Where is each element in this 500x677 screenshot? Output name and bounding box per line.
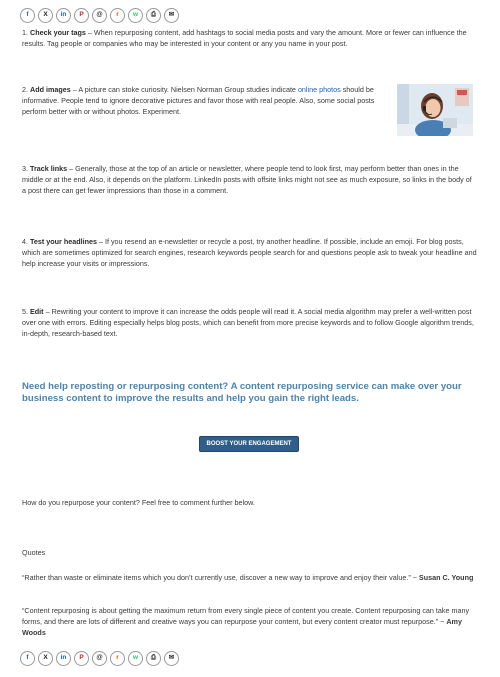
facebook-icon[interactable]: f	[20, 8, 35, 23]
reddit-icon[interactable]: r	[110, 8, 125, 23]
online-photos-link[interactable]: online photos	[297, 85, 341, 94]
threads-icon[interactable]: @	[92, 651, 107, 666]
x-icon[interactable]: X	[38, 8, 53, 23]
quote-young	[22, 572, 477, 583]
print-icon[interactable]: ⎙	[146, 8, 161, 23]
section-title: Check your tags	[30, 28, 86, 37]
section-body: – Rewriting your content to improve it can increase the odds people will read it. A social media algorithm may prefer a well-written post over one with errors. Editing especially helps blog posts, which can benefit from more precise keywords and to follow Google algorithm trends, in-depth, research-based text.	[22, 307, 474, 338]
quote-author: Amy Woods	[22, 617, 462, 637]
section-number: 2.	[22, 85, 28, 94]
section-test-headlines	[22, 236, 477, 269]
comment-prompt: How do you repurpose your content? Feel free to comment further below.	[22, 498, 255, 507]
quote-woods	[22, 605, 477, 638]
section-edit	[22, 306, 477, 339]
quotes-heading: Quotes	[22, 548, 46, 557]
section-body: – When repurposing content, add hashtags to social media posts and vary the amount. More or fewer can influence the results. Tag people or companies who may be interested in your content or any you name in your post.	[22, 28, 467, 48]
section-body: – Generally, those at the top of an article or newsletter, where people tend to look first, may perform better than ones in the middle or at the end. Also, it depends on the platform. LinkedIn posts with offsite links might not see as much exposure, so links in the body of a post there can get fewer impressions than those in a comment.	[22, 164, 472, 195]
section-number: 1.	[22, 28, 28, 37]
section-body: – If you resend an e-newsletter or recycle a post, try another headline. If possible, include an emoji. For blog posts, which are sometimes optimized for search engines, research keywords people search for and questions people ask to tweak your headline and help increase your visits or impressions.	[22, 237, 477, 268]
cta-heading: Need help reposting or repurposing content? A content repurposing service can make over your business content to improve the results and help you gain the right leads.	[22, 381, 462, 404]
section-title: Track links	[30, 164, 68, 173]
woman-headset-photo	[397, 84, 473, 136]
threads-icon[interactable]: @	[92, 8, 107, 23]
facebook-icon[interactable]: f	[20, 651, 35, 666]
linkedin-icon[interactable]: in	[56, 651, 71, 666]
section-title: Test your headlines	[30, 237, 97, 246]
email-icon[interactable]: ✉	[164, 651, 179, 666]
print-icon[interactable]: ⎙	[146, 651, 161, 666]
section-number: 5.	[22, 307, 28, 316]
section-check-tags	[22, 27, 477, 49]
section-body: – A picture can stoke curiosity. Nielsen Norman Group studies indicate	[70, 85, 298, 94]
section-title: Edit	[30, 307, 44, 316]
quote-author: Susan C. Young	[418, 573, 474, 582]
whatsapp-icon[interactable]: w	[128, 8, 143, 23]
share-bar-top	[20, 8, 179, 23]
linkedin-icon[interactable]: in	[56, 8, 71, 23]
section-body-continued: should be informative. People tend to ignore decorative pictures and favor those with real people. Also, some social posts perform better with or without photos. Experiment.	[22, 85, 375, 116]
section-track-links	[22, 163, 477, 196]
section-title: Add images	[30, 85, 71, 94]
section-add-images	[22, 84, 384, 117]
x-icon[interactable]: X	[38, 651, 53, 666]
email-icon[interactable]: ✉	[164, 8, 179, 23]
pinterest-icon[interactable]: P	[74, 8, 89, 23]
share-bar-bottom	[20, 651, 179, 666]
section-number: 4.	[22, 237, 28, 246]
quote-text: “Rather than waste or eliminate items which you don’t currently use, discover a new way to improve and enjoy their value.” ~	[22, 573, 419, 582]
pinterest-icon[interactable]: P	[74, 651, 89, 666]
section-number: 3.	[22, 164, 28, 173]
quote-text: “Content repurposing is about getting the maximum return from every single piece of content you create. Content repurposing can take many forms, and there are lots of different and creative ways you can repurpose your content, but every content creator must repurpose.” ~	[22, 606, 470, 626]
boost-engagement-button[interactable]: BOOST YOUR ENGAGEMENT	[199, 436, 299, 452]
whatsapp-icon[interactable]: w	[128, 651, 143, 666]
reddit-icon[interactable]: r	[110, 651, 125, 666]
